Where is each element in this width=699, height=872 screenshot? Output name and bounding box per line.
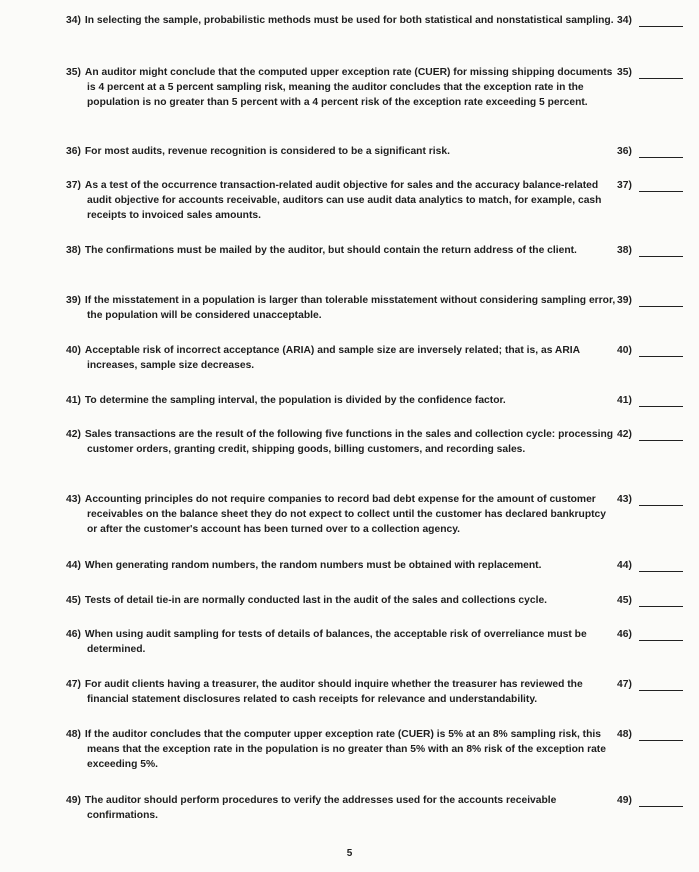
answer-blank[interactable] xyxy=(639,26,683,27)
question-text: 47) For audit clients having a treasurer, the auditor should inquire whether the treasurer has reviewed the financial statement disclosures related to cash receipts for relevance and understandability. xyxy=(66,679,583,706)
answer-blank[interactable] xyxy=(639,256,683,257)
question-number: 38) xyxy=(66,245,81,256)
question-text: 46) When using audit sampling for tests of details of balances, the acceptable risk of overreliance must be determined. xyxy=(66,629,587,656)
question-number: 46) xyxy=(66,629,81,640)
answer-blank[interactable] xyxy=(639,740,683,741)
answer-blank[interactable] xyxy=(639,571,683,572)
question-number: 36) xyxy=(66,146,81,157)
answer-label: 41) xyxy=(617,395,632,406)
question-number: 39) xyxy=(66,295,81,306)
question-number: 44) xyxy=(66,560,81,571)
question-number: 37) xyxy=(66,180,81,191)
question-text: 39) If the misstatement in a population is larger than tolerable misstatement without considering sampling error, the population will be considered unacceptable. xyxy=(66,295,616,322)
question-number: 42) xyxy=(66,429,81,440)
answer-label: 42) xyxy=(617,429,632,440)
question-text: 44) When generating random numbers, the random numbers must be obtained with replacement. xyxy=(66,560,542,571)
answer-label: 36) xyxy=(617,146,632,157)
answer-label: 47) xyxy=(617,679,632,690)
answer-label: 34) xyxy=(617,15,632,26)
answer-blank[interactable] xyxy=(639,606,683,607)
page-number: 5 xyxy=(346,848,353,859)
question-text: 41) To determine the sampling interval, the population is divided by the confidence factor. xyxy=(66,395,506,406)
question-text: 42) Sales transactions are the result of the following five functions in the sales and collection cycle: processing customer orders, granting credit, shipping goods, billing customers, and recording sales. xyxy=(66,429,614,456)
question-text: 40) Acceptable risk of incorrect acceptance (ARIA) and sample size are inversely related; that is, as ARIA increases, sample size decreases. xyxy=(66,345,580,372)
answer-label: 45) xyxy=(617,595,632,606)
question-number: 41) xyxy=(66,395,81,406)
question-number: 49) xyxy=(66,795,81,806)
answer-blank[interactable] xyxy=(639,306,683,307)
question-text: 43) Accounting principles do not require companies to record bad debt expense for the amount of customer receivables on the balance sheet they do not expect to collect until the customer has declared bankruptcy or after the customer's account has been turned over to a collection agency. xyxy=(66,494,606,536)
question-text: 49) The auditor should perform procedures to verify the addresses used for the accounts receivable confirmations. xyxy=(66,795,557,822)
answer-blank[interactable] xyxy=(639,505,683,506)
question-text: 35) An auditor might conclude that the computed upper exception rate (CUER) for missing shipping documents is 4 percent at a 5 percent sampling risk, meaning the auditor concludes that the exception rate in the population is no greater than 5 percent with a 4 percent risk of the exception rate exceeding 5 percent. xyxy=(66,67,613,109)
answer-blank[interactable] xyxy=(639,690,683,691)
answer-blank[interactable] xyxy=(639,640,683,641)
answer-blank[interactable] xyxy=(639,806,683,807)
question-text: 34) In selecting the sample, probabilistic methods must be used for both statistical and nonstatistical sampling. xyxy=(66,15,614,26)
answer-label: 39) xyxy=(617,295,632,306)
answer-label: 49) xyxy=(617,795,632,806)
answer-label: 35) xyxy=(617,67,632,78)
question-text: 36) For most audits, revenue recognition is considered to be a significant risk. xyxy=(66,146,450,157)
question-text: 38) The confirmations must be mailed by the auditor, but should contain the return address of the client. xyxy=(66,245,577,256)
answer-label: 38) xyxy=(617,245,632,256)
answer-blank[interactable] xyxy=(639,157,683,158)
answer-label: 48) xyxy=(617,729,632,740)
answer-label: 44) xyxy=(617,560,632,571)
answer-blank[interactable] xyxy=(639,406,683,407)
question-number: 48) xyxy=(66,729,81,740)
question-number: 34) xyxy=(66,15,81,26)
question-text: 48) If the auditor concludes that the computer upper exception rate (CUER) is 5% at an 8% sampling risk, this means that the exception rate in the population is no greater than 5% with an 8% risk of the exception rate exceeding 5%. xyxy=(66,729,606,771)
answer-label: 46) xyxy=(617,629,632,640)
question-number: 45) xyxy=(66,595,81,606)
question-number: 47) xyxy=(66,679,81,690)
question-text: 37) As a test of the occurrence transaction-related audit objective for sales and the accuracy balance-related audit objective for accounts receivable, auditors can use audit data analytics to match, for example, cash receipts to invoiced sales amounts. xyxy=(66,180,602,222)
question-number: 35) xyxy=(66,67,81,78)
answer-label: 40) xyxy=(617,345,632,356)
answer-blank[interactable] xyxy=(639,440,683,441)
answer-label: 37) xyxy=(617,180,632,191)
question-text: 45) Tests of detail tie-in are normally conducted last in the audit of the sales and collections cycle. xyxy=(66,595,548,606)
answer-blank[interactable] xyxy=(639,356,683,357)
answer-blank[interactable] xyxy=(639,78,683,79)
answer-label: 43) xyxy=(617,494,632,505)
question-number: 40) xyxy=(66,345,81,356)
answer-blank[interactable] xyxy=(639,191,683,192)
question-number: 43) xyxy=(66,494,81,505)
